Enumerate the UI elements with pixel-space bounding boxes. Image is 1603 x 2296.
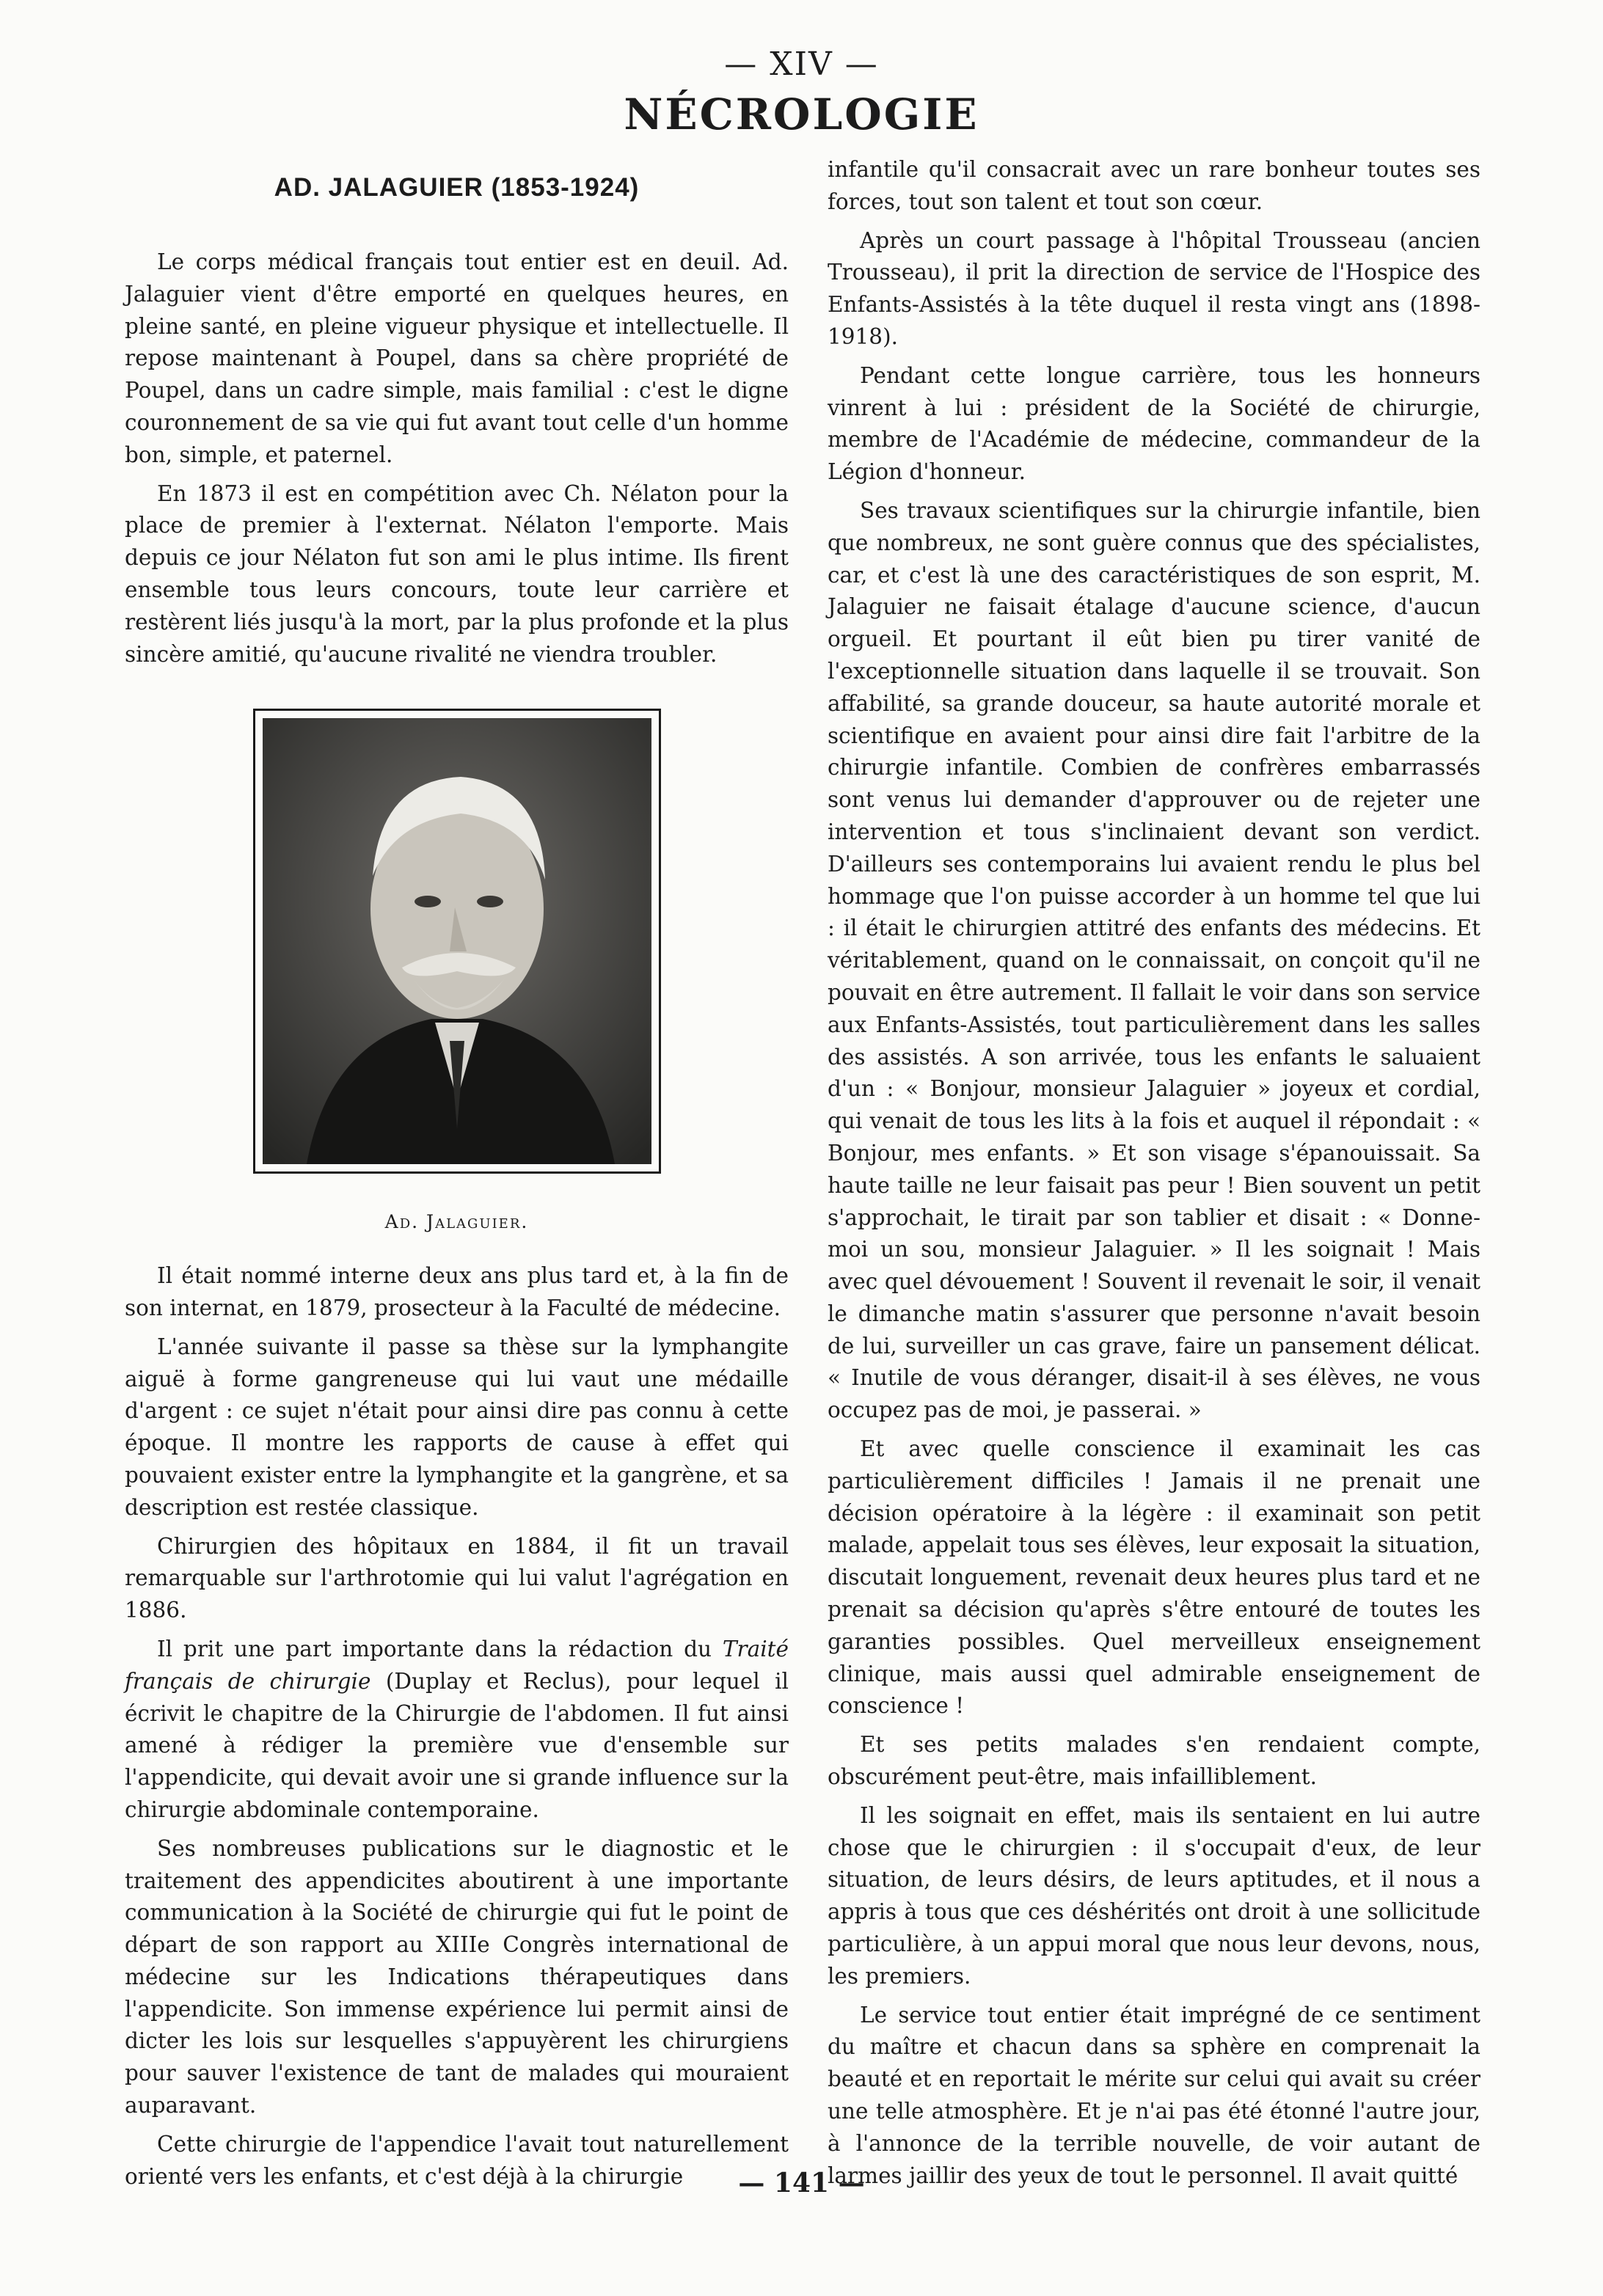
section-title: NÉCROLOGIE [624,89,979,139]
paragraph [125,1634,789,1827]
article-title: AD. JALAGUIER (1853-1924) [274,173,640,202]
page-header-roman: — XIV — [724,45,879,83]
paragraph: Chirurgien des hôpitaux en 1884, il fit un travail remarquable sur l'arthrotomie qui lui valut l'agrégation en 1886. [125,1533,789,1623]
paragraph: Pendant cette longue carrière, tous les honneurs vinrent à lui : président de la Société de chirurgie, membre de l'Académie de médecine, commandeur de la Légion d'honneur. [828,362,1480,485]
paragraph: Le service tout entier était imprégné de ce sentiment du maître et chacun dans sa sphère en comprenait la beauté et en reportait le mérite sur celui qui avait su créer une telle atmosphère. Et je n'ai pas été étonné l'autre jour, à l'annonce de la terrible nouvelle, de voir autant de larmes jaillir des yeux de tout le personnel. Il avait quitté [828,2002,1480,2188]
book-title: Traité français de chirurgie [125,1636,789,1694]
paragraph: Et avec quelle conscience il examinait les cas particulièrement difficiles ! Jamais il ne prenait une décision opératoire à la légère : il examinait son petit malade, appelait tous ses élèves, leur exposait la situation, discutait longuement, revenait deux heures plus tard et ne prenait sa décision qu'après s'être entouré de toutes les garanties possibles. Quel merveilleux enseignement clinique, mais aussi quel admirable enseignement de conscience ! [828,1436,1480,1719]
page-number: — 141 — [738,2168,865,2198]
paragraph: Après un court passage à l'hôpital Trousseau (ancien Trousseau), il prit la direction de service de l'Hospice des Enfants-Assistés à la tête duquel il resta vingt ans (1898-1918). [828,227,1480,349]
paragraph: Il était nommé interne deux ans plus tard et, à la fin de son internat, en 1879, prosecteur à la Faculté de médecine. [125,1263,789,1320]
right-column [828,154,1480,2198]
photo-caption: Ad. Jalaguier. [384,1211,529,1233]
text-run: (Duplay et Reclus), pour lequel il écrivit le chapitre de la Chirurgie de l'abdomen. Il fut ainsi amené à rédiger la première vue d'ensemble sur l'appendicite, qui devait avoir une si grande influence sur la chirurgie abdominale contemporaine. [125,1668,789,1822]
paragraph: Et ses petits malades s'en rendaient compte, obscurément peut-être, mais infailliblement. [828,1732,1480,1790]
left-column [125,170,789,2199]
portrait-figure [125,709,789,1238]
text-run: Il prit une part importante dans la rédaction du [157,1636,723,1661]
photo-frame [253,709,661,1174]
paragraph: Il les soignait en effet, mais ils sentaient en lui autre chose que le chirurgien : il s'occupait d'eux, de leur situation, de leurs désirs, de leurs aptitudes, et il nous a appris à tous que ces déshérités ont droit à une sollicitude particulière, à un appui moral que nous leur devons, nous, les premiers. [828,1802,1480,1989]
paragraph: Ses travaux scientifiques sur la chirurgie infantile, bien que nombreux, ne sont guère connus que des spécialistes, car, et c'est là une des caractéristiques de son esprit, M. Jalaguier ne faisait étalage d'aucune science, d'aucun orgueil. Et pourtant il eût bien pu tirer vanité de l'exceptionnelle situation dans laquelle il se trouvait. Son affabilité, sa grande douceur, sa haute autorité morale et scientifique en avaient pour ainsi dire fait l'arbitre de la chirurgie infantile. Combien de confrères embarrassés sont venus lui demander d'approuver ou de rejeter une intervention et tous s'inclinaient devant son verdict. D'ailleurs ses contemporains lui avaient rendu le plus bel hommage que l'on puisse accorder à un homme tel que lui : il était le chirurgien attitré des enfants des médecins. Et véritablement, quand on le connaissait, on conçoit qu'il ne pouvait en être autrement. Il fallait le voir dans son service aux Enfants-Assistés, tout particulièrement dans les salles des assistés. A son arrivée, tous les enfants le saluaient d'un : « Bonjour, monsieur Jalaguier » joyeux et cordial, qui venait de tous les lits à la fois et auquel il répondait : « Bonjour, mes enfants. » Et son visage s'épanouissait. Sa haute taille ne leur faisait pas peur ! Bien souvent un petit s'approchait, le tirait par son tablier et disait : « Donne-moi un sou, monsieur Jalaguier. » Il les soignait ! Mais avec quel dévouement ! Souvent il revenait le soir, il venait le dimanche matin s'assurer que personne n'avait besoin de lui, surveiller un cas grave, faire un pansement délicat. « Inutile de vous déranger, disait-il à ses élèves, ne vous occupez pas de moi, je passerai. » [828,497,1480,1423]
paragraph: infantile qu'il consacrait avec un rare bonheur toutes ses forces, tout son talent et tout son cœur. [828,157,1480,214]
portrait-image [263,718,651,1164]
paragraph: Ses nombreuses publications sur le diagnostic et le traitement des appendicites aboutirent à une importante communication à la Société de chirurgie qui fut le point de départ de son rapport au XIIIe Congrès international de médecine sur les Indications thérapeutiques dans l'appendicite. Son immense expérience lui permit ainsi de dicter les lois sur lesquelles s'appuyèrent les chirurgiens pour sauver l'existence de tant de malades qui mouraient auparavant. [125,1835,789,2118]
paragraph: En 1873 il est en compétition avec Ch. Nélaton pour la place de premier à l'externat. Nélaton l'emporte. Mais depuis ce jour Nélaton fut son ami le plus intime. Ils firent ensemble tous leurs concours, toute leur carrière et restèrent liés jusqu'à la mort, par la plus profonde et la plus sincère amitié, qu'aucune rivalité ne viendra troubler. [125,480,789,667]
paragraph: L'année suivante il passe sa thèse sur la lymphangite aiguë à forme gangreneuse qui lui vaut une médaille d'argent : ce sujet n'était pour ainsi dire pas connu à cette époque. Il montre les rapports de cause à effet qui pouvaient exister entre la lymphangite et la gangrène, et sa description est restée classique. [125,1334,789,1520]
portrait-photo [263,718,651,1164]
paragraph: Cette chirurgie de l'appendice l'avait tout naturellement orienté vers les enfants, et c'est déjà à la chirurgie [125,2131,789,2189]
paragraph: Le corps médical français tout entier est en deuil. Ad. Jalaguier vient d'être emporté en quelques heures, en pleine santé, en pleine vigueur physique et intellectuelle. Il repose maintenant à Poupel, dans sa chère propriété de Poupel, dans un cadre simple, mais familial : c'est le digne couronnement de sa vie qui fut avant tout celle d'un homme bon, simple, et paternel. [125,249,789,467]
